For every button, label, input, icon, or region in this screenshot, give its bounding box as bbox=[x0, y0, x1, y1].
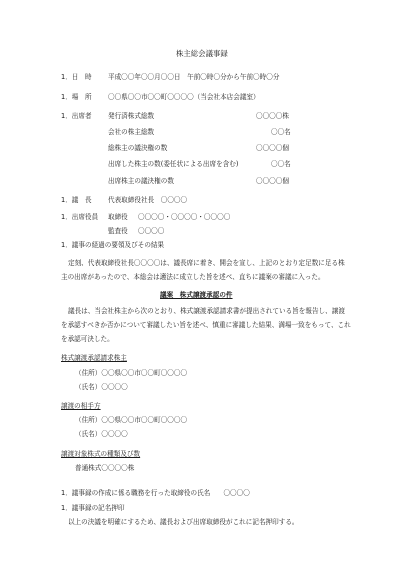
attendee-row-value: 〇〇〇〇個 bbox=[256, 177, 289, 185]
signature-text: 以上の決議を明確にするため、議長および出席取締役がこれに記名押印する。 bbox=[68, 518, 299, 526]
datetime-label: 1．日 時 bbox=[61, 73, 92, 81]
agenda-paragraph-line: を承認可決した。 bbox=[61, 335, 114, 343]
requester-address: （住所）〇〇県〇〇市〇〇町〇〇〇〇 bbox=[75, 369, 188, 377]
transferee-heading: 譲渡の相手方 bbox=[61, 402, 101, 410]
attendee-row-value: 〇〇〇〇株 bbox=[256, 112, 289, 120]
attendee-row-label: 総株主の議決権の数 bbox=[108, 144, 168, 152]
attendee-row-label: 会社の株主総数 bbox=[108, 128, 155, 136]
requester-name: （氏名）〇〇〇〇 bbox=[75, 383, 128, 391]
proceedings-heading: 1．議事の経過の要領及びその結果 bbox=[61, 241, 165, 249]
requester-heading: 株式譲渡承認請求株主 bbox=[61, 354, 127, 362]
signature-heading: 1．議事録の記名押印 bbox=[61, 504, 125, 512]
officer-names: 〇〇〇〇・〇〇〇〇・〇〇〇〇 bbox=[138, 213, 231, 221]
minutes-author: 1．議事録の作成に係る職務を行った取締役の氏名 〇〇〇〇 bbox=[61, 489, 250, 497]
agenda-title: 議案 株式譲渡承認の件 bbox=[160, 291, 233, 299]
agenda-paragraph-line: 議長は、当会社株主から次のとおり、株式譲渡承認請求書が提出されている旨を報告し、譲渡 bbox=[68, 307, 345, 315]
attendee-row-label: 出席した株主の数(委任状による出席を含む) bbox=[108, 160, 239, 168]
officer-role: 取締役 bbox=[108, 213, 128, 221]
chair-value: 代表取締役社長 〇〇〇〇 bbox=[108, 196, 188, 204]
shares-heading: 譲渡対象株式の種類及び数 bbox=[61, 450, 141, 458]
attendee-row-label: 出席株主の議決権の数 bbox=[108, 177, 174, 185]
attendee-row-value: 〇〇名 bbox=[271, 160, 291, 168]
place-label: 1．場 所 bbox=[61, 93, 92, 101]
chair-label: 1．議 長 bbox=[61, 196, 92, 204]
shares-value: 普通株式〇〇〇〇株 bbox=[75, 464, 135, 472]
document-title: 株主総会議事録 bbox=[176, 49, 228, 58]
place-value: 〇〇県〇〇市〇〇町〇〇〇〇（当会社本店会議室） bbox=[108, 93, 260, 101]
transferee-address: （住所）〇〇県〇〇市〇〇町〇〇〇〇 bbox=[75, 416, 188, 424]
datetime-value: 平成〇〇年〇〇月〇〇日 午前〇時〇分から午前〇時〇分 bbox=[108, 73, 280, 81]
attendees-label: 1．出席者 bbox=[61, 112, 92, 120]
attendee-row-label: 発行済株式総数 bbox=[108, 112, 155, 120]
opening-paragraph-line: 定刻、代表取締役社長〇〇〇〇は、議長席に着き、開会を宣し、上記のとおり定足数に足る株 bbox=[68, 259, 345, 267]
attendee-row-value: 〇〇〇〇個 bbox=[256, 144, 289, 152]
officers-label: 1．出席役員 bbox=[61, 213, 99, 221]
opening-paragraph-line: 主の出席があったので、本総会は適法に成立した旨を述べ、直ちに議案の審議に入った。 bbox=[61, 273, 325, 281]
officer-role: 監査役 bbox=[108, 227, 128, 235]
attendee-row-value: 〇〇名 bbox=[271, 128, 291, 136]
transferee-name: （氏名）〇〇〇〇 bbox=[75, 430, 128, 438]
officer-names: 〇〇〇〇 bbox=[138, 227, 165, 235]
agenda-paragraph-line: を承認すべきか否かについて審議したい旨を述べ、慎重に審議した結果、満場一致をもって、これ bbox=[61, 321, 351, 329]
